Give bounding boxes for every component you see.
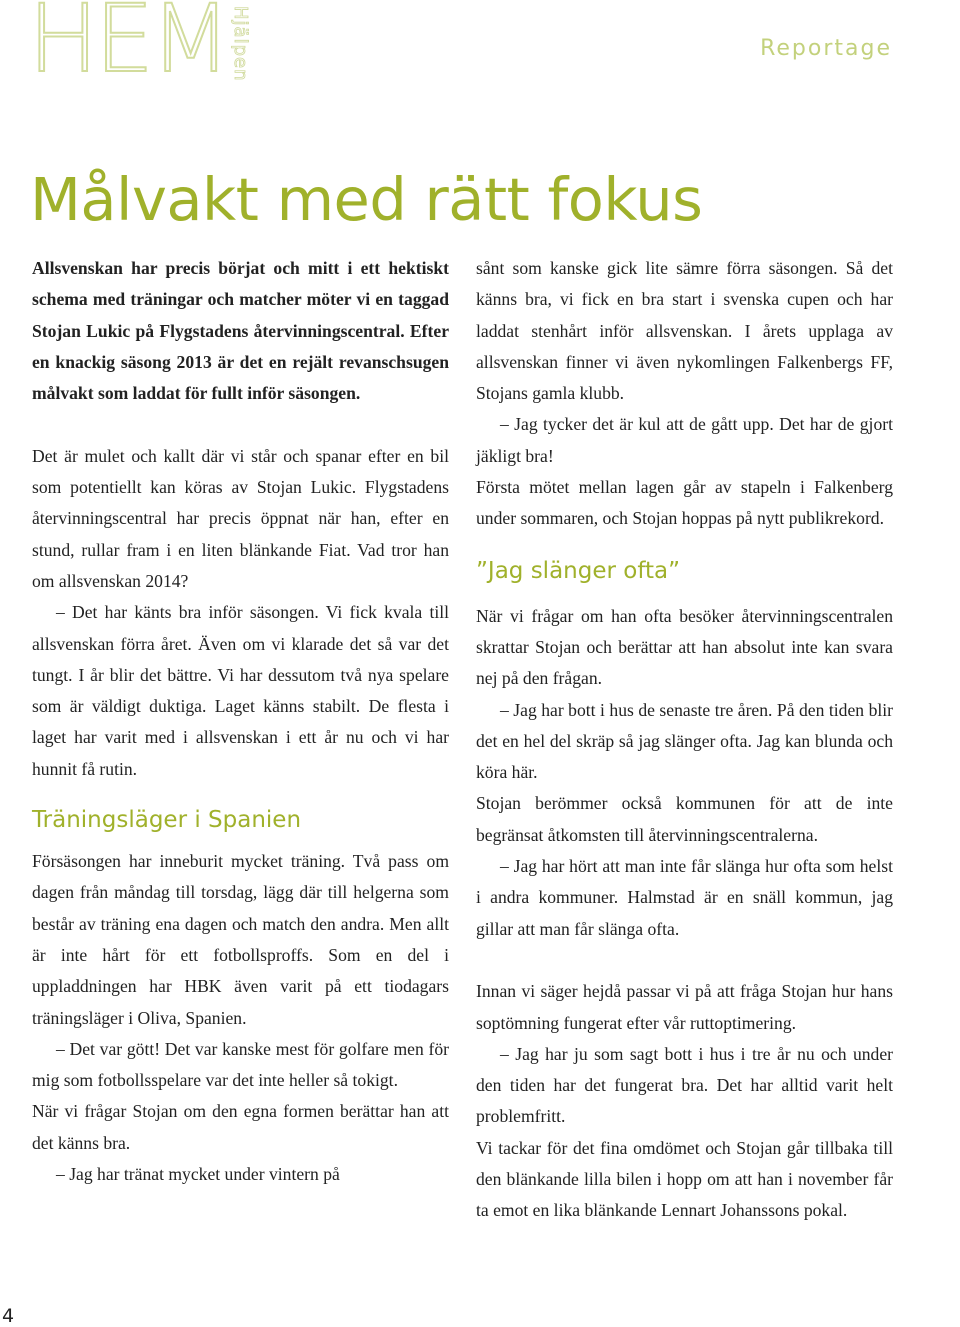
article-paragraph: sånt som kanske gick lite sämre förra säsongen. Så det känns bra, vi fick en bra start i svenska cupen och har laddat stenhårt inför allsvenskan. I årets upplaga av allsvenskan finner vi även nykomlingen Falkenbergs FF, Stojans gamla klubb. (476, 258, 893, 404)
article-subheading: Träningsläger i Spanien (32, 807, 302, 834)
article-left-column (32, 253, 449, 1190)
paragraph-gap (476, 945, 893, 976)
masthead-sub-brand: Hjälpen (230, 6, 251, 82)
article-paragraph: När vi frågar Stojan om den egna formen berättar han att det känns bra. (32, 1101, 449, 1153)
article-paragraph: Innan vi säger hejdå passar vi på att fråga Stojan hur hans soptömning fungerat efter vår ruttoptimering. (476, 981, 893, 1033)
article-paragraph: Stojan berömmer också kommunen för att de inte begränsat åtkomsten till återvinningscentralerna. (476, 793, 893, 845)
article-quote: – Det var gött! Det var kanske mest för golfare men för mig som fotbollsspelare var det inte heller så tokigt. (32, 1038, 449, 1091)
page-number: 4 (2, 1305, 15, 1327)
section-label: Reportage (760, 36, 892, 61)
article-paragraph: Första mötet mellan lagen går av stapeln i Falkenberg under sommaren, och Stojan hoppas på nytt publikrekord. (476, 477, 893, 529)
article-lead: Allsvenskan har precis börjat och mitt i ett hektiskt schema med träningar och matcher möter vi en taggad Stojan Lukic på Flygstadens återvinningscentral. Efter en knackig säsong 2013 är det en rejält revanschsugen målvakt som laddat för fullt inför säsongen. (32, 258, 449, 404)
article-title: Målvakt med rätt fokus (30, 165, 703, 234)
article-right-column (476, 253, 893, 1227)
article-subheading: ”Jag slänger ofta” (476, 557, 681, 584)
article-quote: – Det har känts bra inför säsongen. Vi fick kvala till allsvenskan förra året. Även om vi klarade det så var det tungt. I år blir det bättre. Vi har dessutom två nya spelare som är väldigt duktiga. Laget känns stabilt. De flesta i laget har varit med i allsvenskan i ett år nu och vi har hunnit få rutin. (32, 602, 449, 779)
article-quote: – Jag har ju som sagt bott i hus i tre år nu och under den tiden har det fungerat bra. Det har alltid varit helt problemfritt. (476, 1043, 893, 1127)
article-paragraph: Det är mulet och kallt där vi står och spanar efter en bil som potentiellt kan köras av Stojan Lukic. Flygstadens återvinningscentral har precis öppnat när han, efter en stund, rullar fram i en liten blänkande Fiat. Vad tror han om allsvenskan 2014? (32, 445, 449, 591)
paragraph-gap (32, 409, 449, 440)
article-quote: – Jag har hört att man inte får slänga hur ofta som helst i andra kommuner. Halmstad är en snäll kommun, jag gillar att man får slänga ofta. (476, 856, 893, 939)
article-quote: – Jag har bott i hus de senaste tre åren. På den tiden blir det en hel del skräp så jag slänger ofta. Jag kan blunda och köra här. (476, 699, 893, 783)
article-quote: – Jag tycker det är kul att de gått upp. Det har de gjort jäkligt bra! (476, 414, 893, 466)
article-paragraph: När vi frågar om han ofta besöker återvinningscentralen skrattar Stojan och berättar att han absolut inte kan svara nej på den frågan. (476, 605, 893, 689)
article-paragraph: Försäsongen har inneburit mycket träning. Två pass om dagen från måndag till torsdag, lägg där till helgerna som består av träning ena dagen och match den andra. Men allt är inte hårt för ett fotbollsproffs. Som en del i uppladdningen har HBK även varit på ett tiodagars träningsläger i Oliva, Spanien. (32, 851, 449, 1028)
article-quote: – Jag har tränat mycket under vintern på (56, 1164, 340, 1185)
article-paragraph: Vi tackar för det fina omdömet och Stojan går tillbaka till den blänkande lilla bilen i hopp om att han i november får ta emot en lika blänkande Lennart Johanssons pokal. (476, 1137, 893, 1221)
masthead-logo: HEM (28, 0, 228, 94)
